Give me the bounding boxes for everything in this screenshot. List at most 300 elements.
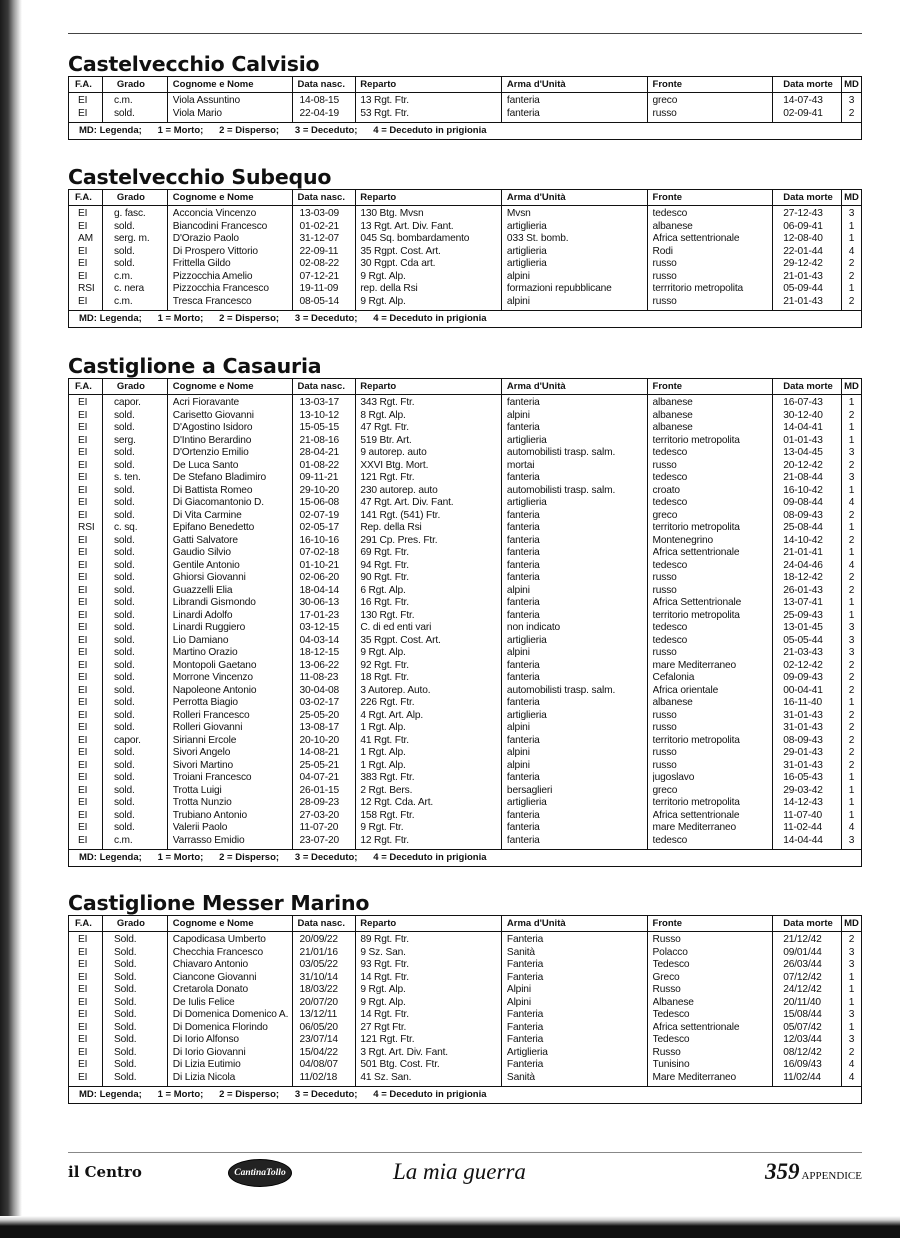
table-cell: Russo — [652, 934, 681, 945]
table-cell: sold. — [113, 497, 135, 508]
table-cell: 02-09-41 — [783, 107, 823, 119]
table-cell: tedesco — [652, 472, 688, 483]
table-cell: sold. — [113, 722, 135, 733]
table-cell: EI — [78, 258, 88, 269]
table-cell: 30-04-08 — [299, 684, 340, 696]
table-cell: russo — [652, 747, 677, 758]
col-data-morte — [773, 93, 842, 122]
table-cell: EI — [78, 509, 88, 521]
table-cell: 14 Rgt. Ftr. — [360, 1009, 409, 1020]
table-cell: Acconcia Vincenzo — [172, 208, 257, 219]
table-cell: rep. della Rsi — [360, 283, 418, 294]
table-cell: 69 Rgt. Ftr. — [360, 547, 409, 558]
table-cell: 3 — [848, 634, 855, 646]
table-cell: 230 autorep. auto — [360, 484, 438, 496]
table-cell: 12 Rgt. Ftr. — [360, 834, 409, 846]
section-title: Castiglione Messer Marino — [68, 891, 370, 915]
header-col-reparto: Reparto — [356, 190, 502, 205]
table-cell: EI — [78, 447, 88, 458]
table-cell: 30-06-13 — [299, 597, 340, 608]
table-cell: 14-10-42 — [783, 534, 823, 546]
table-cell: 14-04-44 — [783, 834, 823, 846]
table-cell: sold. — [113, 107, 135, 119]
table-cell: russo — [652, 759, 677, 771]
table-cell: 045 Sq. bombardamento — [360, 233, 470, 244]
table-cell: fanteria — [506, 107, 540, 119]
table-cell: RSI — [78, 283, 95, 294]
table-cell: Albanese — [652, 996, 694, 1008]
table-cell: Di Battista Romeo — [172, 484, 253, 496]
table-cell: EI — [78, 609, 88, 621]
table-cell: 2 — [848, 584, 855, 596]
table-cell: De Iulis Felice — [172, 996, 235, 1008]
table-cell: Alpini — [506, 984, 531, 995]
header-col-arma: Arma d'Unità — [502, 190, 648, 205]
table-cell: EI — [78, 597, 88, 608]
table-cell: Sold. — [113, 1009, 137, 1020]
col-data-nascita — [293, 932, 356, 1086]
table-cell: 23-07-20 — [299, 834, 340, 846]
table-cell: 09-08-44 — [783, 497, 823, 508]
table-cell: 20/09/22 — [299, 934, 338, 945]
table-cell: 18-12-42 — [783, 572, 823, 583]
table-cell: Viola Assuntino — [172, 95, 241, 106]
table-cell: 1 Rgt. Alp. — [360, 747, 406, 758]
table-cell: 01-08-22 — [299, 459, 340, 471]
table-cell: EI — [78, 659, 88, 671]
town-section — [68, 354, 862, 867]
section-title: Castelvecchio Subequo — [68, 165, 332, 189]
table-cell: 15/04/22 — [299, 1046, 338, 1058]
header-col-data-morte: Data morte — [773, 190, 842, 205]
table-cell: 05-09-44 — [783, 283, 823, 294]
table-cell: 13-08-17 — [299, 722, 340, 733]
table-cell: EI — [78, 809, 88, 821]
table-cell: EI — [78, 734, 88, 746]
table-cell: sold. — [113, 534, 135, 546]
table-cell: 2 — [848, 258, 855, 269]
table-cell: serg. — [113, 434, 136, 446]
header-col-grado: Grado — [103, 77, 168, 92]
table-cell: EI — [78, 772, 88, 783]
table-cell: 12/03/44 — [783, 1034, 822, 1045]
table-cell: fanteria — [506, 472, 540, 483]
table-cell: EI — [78, 220, 88, 232]
casualty-table — [68, 378, 862, 867]
table-cell: sold. — [113, 634, 135, 646]
table-cell: 15-05-15 — [299, 422, 340, 433]
table-cell: EI — [78, 984, 88, 995]
table-cell: Linardi Adolfo — [172, 609, 233, 621]
table-cell: 89 Rgt. Ftr. — [360, 934, 409, 945]
table-cell: russo — [652, 258, 677, 269]
table-cell: 31/10/14 — [299, 971, 338, 983]
table-cell: 30-12-40 — [783, 409, 823, 421]
table-cell: EI — [78, 1021, 88, 1033]
table-cell: 1 — [848, 220, 855, 232]
table-cell: EI — [78, 397, 88, 408]
town-section — [68, 52, 862, 140]
table-cell: alpini — [506, 270, 530, 282]
table-cell: 2 — [848, 459, 855, 471]
table-cell: 17-01-23 — [299, 609, 340, 621]
col-data-nascita — [293, 395, 356, 849]
table-cell: Sirianni Ercole — [172, 734, 237, 746]
table-cell: Lio Damiano — [172, 634, 229, 646]
table-cell: albanese — [652, 220, 693, 232]
table-cell: 519 Btr. Art. — [360, 434, 412, 446]
table-cell: 1 — [848, 233, 855, 244]
table-cell: 2 — [848, 747, 855, 758]
table-cell: Russo — [652, 1046, 681, 1058]
table-cell: tedesco — [652, 634, 688, 646]
table-cell: EI — [78, 971, 88, 983]
table-cell: EI — [78, 1059, 88, 1070]
table-cell: EI — [78, 1034, 88, 1045]
top-rule — [68, 33, 862, 34]
table-cell: 2 — [848, 934, 855, 945]
table-cell: Di Domenica Domenico A. — [172, 1009, 289, 1020]
table-cell: Perrotta Biagio — [172, 697, 238, 708]
col-grado — [103, 932, 168, 1086]
table-cell: 1 — [848, 809, 855, 821]
table-cell: sold. — [113, 597, 135, 608]
table-cell: sold. — [113, 797, 135, 808]
col-nome — [168, 932, 294, 1086]
header-col-data-nascita: Data nasc. — [293, 190, 356, 205]
table-body — [69, 932, 861, 1086]
table-cell: Troiani Francesco — [172, 772, 252, 783]
header-col-nome: Cognome e Nome — [168, 379, 294, 394]
col-reparto — [356, 395, 502, 849]
table-cell: 25-08-44 — [783, 522, 823, 533]
header-col-nome: Cognome e Nome — [168, 77, 294, 92]
table-cell: EI — [78, 434, 88, 446]
table-cell: EI — [78, 797, 88, 808]
col-fronte — [648, 932, 774, 1086]
table-cell: 3 — [848, 1034, 855, 1045]
table-cell: De Luca Santo — [172, 459, 239, 471]
table-cell: fanteria — [506, 597, 540, 608]
table-cell: albanese — [652, 422, 693, 433]
table-cell: russo — [652, 107, 677, 119]
table-cell: AM — [78, 233, 93, 244]
table-cell: c.m. — [113, 834, 133, 846]
table-cell: c.m. — [113, 95, 133, 106]
table-cell: 35 Rgpt. Cost. Art. — [360, 245, 441, 257]
table-cell: artiglieria — [506, 258, 547, 269]
table-cell: sold. — [113, 622, 135, 633]
table-cell: Valerii Paolo — [172, 822, 228, 833]
table-cell: Russo — [652, 984, 681, 995]
table-cell: 291 Cp. Pres. Ftr. — [360, 534, 438, 546]
table-cell: EI — [78, 497, 88, 508]
table-cell: 2 — [848, 572, 855, 583]
table-cell: 11-08-23 — [299, 672, 339, 683]
table-cell: bersaglieri — [506, 784, 553, 796]
col-grado — [103, 206, 168, 310]
casualty-table — [68, 915, 862, 1104]
table-cell: 08-09-43 — [783, 509, 823, 521]
table-cell: russo — [652, 647, 677, 658]
table-cell: mare Mediterraneo — [652, 822, 737, 833]
table-cell: Fanteria — [506, 1021, 544, 1033]
header-col-grado: Grado — [103, 379, 168, 394]
table-cell: sold. — [113, 547, 135, 558]
table-cell: EI — [78, 245, 88, 257]
table-cell: 01-02-21 — [299, 220, 340, 232]
table-cell: mare Mediterraneo — [652, 659, 737, 671]
table-cell: 06/05/20 — [299, 1021, 338, 1033]
table-cell: 05-05-44 — [783, 634, 823, 646]
table-cell: Sold. — [113, 946, 137, 958]
table-cell: 04/08/07 — [299, 1059, 338, 1070]
table-cell: 13 Rgt. Art. Div. Fant. — [360, 220, 454, 232]
table-cell: sold. — [113, 447, 135, 458]
table-cell: EI — [78, 622, 88, 633]
table-cell: Fanteria — [506, 1009, 544, 1020]
table-cell: 3 — [848, 472, 855, 483]
table-cell: 2 — [848, 672, 855, 683]
table-cell: 26/03/44 — [783, 959, 822, 970]
table-cell: 9 autorep. auto — [360, 447, 427, 458]
table-cell: 9 Rgt. Alp. — [360, 270, 406, 282]
table-cell: 3 Autorep. Auto. — [360, 684, 431, 696]
table-cell: 03-12-15 — [299, 622, 340, 633]
table-cell: EI — [78, 672, 88, 683]
table-body — [69, 93, 861, 122]
table-cell: Montenegrino — [652, 534, 714, 546]
table-cell: sold. — [113, 672, 135, 683]
table-cell: greco — [652, 509, 678, 521]
col-md — [842, 206, 861, 310]
table-cell: albanese — [652, 397, 693, 408]
table-cell: EI — [78, 572, 88, 583]
table-cell: 2 — [848, 509, 855, 521]
table-cell: Trotta Luigi — [172, 784, 222, 796]
table-cell: Martino Orazio — [172, 647, 238, 658]
table-cell: territorio metropolita — [652, 522, 740, 533]
table-cell: 501 Btg. Cost. Ftr. — [360, 1059, 440, 1070]
table-cell: 09-11-21 — [299, 472, 339, 483]
table-cell: 14-12-43 — [783, 797, 823, 808]
table-cell: Ciancone Giovanni — [172, 971, 257, 983]
table-cell: 00-04-41 — [783, 684, 823, 696]
table-cell: Africa orientale — [652, 684, 719, 696]
table-cell: 29-10-20 — [299, 484, 340, 496]
table-cell: EI — [78, 959, 88, 970]
table-cell: EI — [78, 1071, 88, 1083]
table-cell: 09-09-43 — [783, 672, 823, 683]
table-cell: 1 — [848, 697, 855, 708]
table-cell: 1 — [848, 797, 855, 808]
table-cell: Sold. — [113, 1059, 137, 1070]
table-cell: alpini — [506, 722, 530, 733]
table-cell: 27-12-43 — [783, 208, 823, 219]
table-cell: EI — [78, 547, 88, 558]
table-cell: 2 — [848, 534, 855, 546]
table-cell: 9 Rgt. Ftr. — [360, 822, 404, 833]
table-cell: 1 — [848, 522, 855, 533]
table-cell: Sivori Angelo — [172, 747, 231, 758]
table-cell: sold. — [113, 647, 135, 658]
table-cell: Pizzocchia Amelio — [172, 270, 253, 282]
table-cell: Rolleri Giovanni — [172, 722, 243, 733]
table-cell: 02-12-42 — [783, 659, 823, 671]
table-cell: 94 Rgt. Ftr. — [360, 559, 409, 571]
table-cell: Checchia Francesco — [172, 946, 263, 958]
col-data-morte — [773, 206, 842, 310]
table-cell: 1 — [848, 984, 855, 995]
table-cell: 9 Sz. San. — [360, 946, 406, 958]
page-number — [765, 1158, 862, 1190]
table-cell: 2 — [848, 722, 855, 733]
table-cell: terrritorio metropolita — [652, 283, 744, 294]
table-cell: alpini — [506, 295, 530, 307]
table-body — [69, 206, 861, 310]
table-cell: Di Prospero Vittorio — [172, 245, 258, 257]
table-cell: 19-11-09 — [299, 283, 339, 294]
table-cell: Di Lizia Eutimio — [172, 1059, 241, 1070]
table-cell: 1 — [848, 422, 855, 433]
table-cell: Sivori Martino — [172, 759, 233, 771]
table-cell: EI — [78, 459, 88, 471]
table-cell: artiglieria — [506, 220, 547, 232]
table-cell: 07-02-18 — [299, 547, 340, 558]
publication-title: La mia guerra — [393, 1159, 526, 1184]
sponsor-logo: CantinaTollo — [228, 1159, 292, 1187]
table-cell: RSI — [78, 522, 95, 533]
table-cell: EI — [78, 946, 88, 958]
header-col-reparto: Reparto — [356, 916, 502, 931]
header-col-md: MD — [844, 918, 859, 929]
header-col-fronte: Fronte — [648, 190, 774, 205]
header-col-fronte: Fronte — [648, 916, 774, 931]
table-cell: sold. — [113, 559, 135, 571]
col-data-nascita — [293, 93, 356, 122]
table-cell: Morrone Vincenzo — [172, 672, 253, 683]
table-cell: Fanteria — [506, 971, 544, 983]
table-cell: 22-04-19 — [299, 107, 340, 119]
table-cell: Di Domenica Florindo — [172, 1021, 268, 1033]
table-cell: EI — [78, 1046, 88, 1058]
table-cell: 11-07-40 — [783, 809, 823, 821]
table-cell: EI — [78, 534, 88, 546]
table-cell: 2 — [848, 684, 855, 696]
table-cell: 18/03/22 — [299, 984, 338, 995]
table-cell: EI — [78, 107, 88, 119]
table-cell: albanese — [652, 409, 693, 421]
table-cell: 13-03-09 — [299, 208, 340, 219]
table-header — [69, 77, 861, 93]
table-cell: tedesco — [652, 559, 688, 571]
table-cell: 343 Rgt. Ftr. — [360, 397, 415, 408]
table-cell: russo — [652, 722, 677, 733]
table-cell: Acri Fioravante — [172, 397, 240, 408]
table-cell: XXVI Btg. Mort. — [360, 459, 429, 471]
col-data-nascita — [293, 206, 356, 310]
table-cell: Polacco — [652, 946, 688, 958]
table-cell: alpini — [506, 647, 530, 658]
table-cell: Rep. della Rsi — [360, 522, 422, 533]
table-cell: sold. — [113, 220, 135, 232]
table-cell: g. fasc. — [113, 208, 146, 219]
table-cell: Epifano Benedetto — [172, 522, 255, 533]
table-cell: artiglieria — [506, 245, 547, 257]
header-col-grado: Grado — [103, 190, 168, 205]
table-cell: 3 — [848, 946, 855, 958]
col-md — [842, 395, 861, 849]
table-cell: 2 — [848, 1046, 855, 1058]
table-cell: tedesco — [652, 834, 688, 846]
table-cell: Sold. — [113, 1034, 137, 1045]
table-cell: EI — [78, 684, 88, 696]
header-col-data-morte: Data morte — [773, 77, 842, 92]
town-section — [68, 891, 862, 1104]
table-cell: 90 Rgt. Ftr. — [360, 572, 409, 583]
col-fronte — [648, 395, 774, 849]
footer-rule — [68, 1152, 862, 1153]
table-cell: fanteria — [506, 772, 540, 783]
table-cell: 18 Rgt. Ftr. — [360, 672, 409, 683]
table-cell: 2 — [848, 107, 855, 119]
table-cell: Africa Settentrionale — [652, 597, 742, 608]
table-cell: Mvsn — [506, 208, 531, 219]
table-cell: russo — [652, 584, 677, 596]
table-cell: Capodicasa Umberto — [172, 934, 266, 945]
table-cell: Sold. — [113, 1021, 137, 1033]
table-cell: Ghiorsi Giovanni — [172, 572, 246, 583]
table-cell: De Stefano Bladimiro — [172, 472, 267, 483]
table-cell: EI — [78, 996, 88, 1008]
table-cell: 02-05-17 — [299, 522, 340, 533]
table-cell: fanteria — [506, 509, 540, 521]
table-cell: alpini — [506, 584, 530, 596]
table-cell: 2 — [848, 734, 855, 746]
table-cell: Sanità — [506, 946, 535, 958]
table-cell: sold. — [113, 809, 135, 821]
table-cell: Pizzocchia Francesco — [172, 283, 269, 294]
table-cell: sold. — [113, 409, 135, 421]
table-cell: Tedesco — [652, 959, 690, 970]
table-cell: fanteria — [506, 834, 540, 846]
table-cell: Varrasso Emidio — [172, 834, 245, 846]
table-cell: D'Agostino Isidoro — [172, 422, 253, 433]
table-cell: sold. — [113, 509, 135, 521]
table-cell: formazioni repubblicane — [506, 283, 612, 294]
table-cell: 04-03-14 — [299, 634, 340, 646]
table-cell: 1 — [848, 434, 855, 446]
table-cell: EI — [78, 270, 88, 282]
table-cell: artiglieria — [506, 709, 547, 721]
table-cell: fanteria — [506, 559, 540, 571]
header-col-md: MD — [844, 79, 859, 90]
table-cell: 07/12/42 — [783, 971, 822, 983]
table-header — [69, 190, 861, 206]
table-cell: 033 St. bomb. — [506, 233, 569, 244]
table-cell: sold. — [113, 659, 135, 671]
table-cell: 09/01/44 — [783, 946, 822, 958]
table-body — [69, 395, 861, 849]
col-arma — [502, 93, 648, 122]
table-cell: 4 Rgt. Art. Alp. — [360, 709, 424, 721]
table-cell: 9 Rgt. Alp. — [360, 984, 406, 995]
table-cell: Napoleone Antonio — [172, 684, 257, 696]
table-cell: 29-03-42 — [783, 784, 823, 796]
table-cell: EI — [78, 1009, 88, 1020]
table-cell: 13-06-22 — [299, 659, 340, 671]
table-cell: croato — [652, 484, 680, 496]
